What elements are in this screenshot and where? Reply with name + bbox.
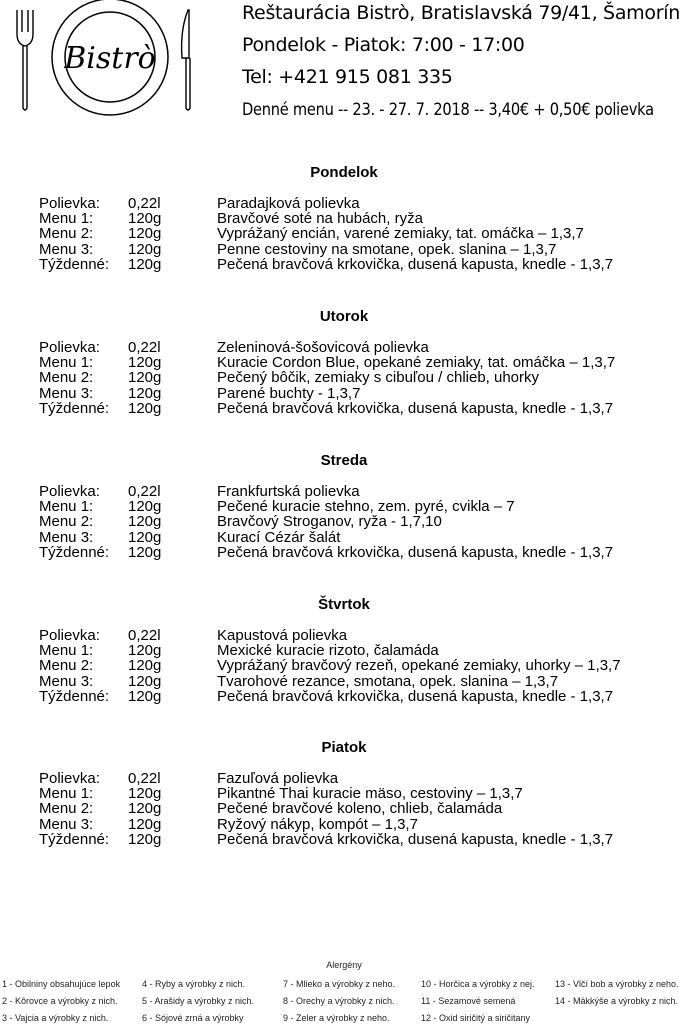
allergens-title: Alergény: [326, 960, 362, 970]
menu-label: Menu 3:: [39, 815, 94, 833]
menu-label: Týždenné:: [39, 687, 110, 705]
menu-dish: Kurací Cézár šalát: [217, 528, 341, 546]
day-section: [0, 452, 700, 561]
menu-dish: Zeleninová-šošovicová polievka: [217, 339, 429, 356]
menu-dish: Ryžový nákyp, kompót – 1,3,7: [217, 815, 418, 833]
menu-dish: Pečená bravčová krkovička, dusená kapusta, knedle - 1,3,7: [217, 399, 614, 417]
menu-quantity: 120g: [128, 255, 162, 273]
day-title: Streda: [320, 452, 368, 469]
menu-dish: Parené buchty - 1,3,7: [217, 384, 361, 402]
knife-icon: [182, 10, 190, 110]
menu-dish: Bravčové soté na hubách, ryža: [217, 210, 423, 228]
allergen-item: 12 - Oxid siričitý a siričitany: [421, 1013, 531, 1023]
menu-dish: Tvarohové rezance, smotana, opek. slanina – 1,3,7: [217, 672, 559, 690]
phone-number: Tel: +421 915 081 335: [242, 66, 453, 88]
menu-dish: Paradajková polievka: [217, 195, 360, 212]
menu-quantity: 120g: [128, 687, 162, 705]
menu-quantity: 120g: [128, 785, 162, 803]
menu-dish: Kapustová polievka: [217, 627, 348, 644]
menu-dish: Pečené kuracie stehno, zem. pyré, cvikla – 7: [217, 498, 515, 516]
menu-label: Menu 3:: [39, 240, 94, 258]
menu-quantity: 0,22l: [128, 627, 161, 644]
menu-quantity: 120g: [128, 543, 162, 561]
menu-label: Polievka:: [39, 770, 100, 787]
menu-quantity: 120g: [128, 528, 162, 546]
allergen-item: 13 - Vlčí bob a výrobky z neho.: [555, 979, 679, 989]
bistro-logo: [6, 0, 234, 118]
menu-label: Polievka:: [39, 195, 100, 212]
menu-quantity: 120g: [128, 240, 162, 258]
menu-label: Polievka:: [39, 627, 100, 644]
menu-dish: Fazuľová polievka: [217, 770, 339, 787]
menu-quantity: 120g: [128, 800, 162, 818]
allergen-item: 7 - Mlieko a výrobky z neho.: [283, 979, 396, 989]
menu-label: Menu 2:: [39, 513, 94, 531]
menu-dish: Kuracie Cordon Blue, opekané zemiaky, tat. omáčka – 1,3,7: [217, 354, 616, 372]
menu-label: Menu 2:: [39, 800, 94, 818]
allergen-item: 2 - Kôrovce a výrobky z nich.: [2, 996, 118, 1006]
menu-dish: Pečená bravčová krkovička, dusená kapusta, knedle - 1,3,7: [217, 830, 614, 848]
allergen-item: 9 - Zeler a výrobky z neho.: [283, 1013, 390, 1023]
menu-label: Menu 2:: [39, 225, 94, 243]
menu-label: Polievka:: [39, 483, 100, 500]
day-title: Štvrtok: [318, 596, 370, 613]
menu-quantity: 120g: [128, 815, 162, 833]
allergens-section: [0, 960, 700, 1023]
allergen-item: 1 - Obilniny obsahujúce lepok: [2, 979, 121, 989]
menu-dish: Pikantné Thai kuracie mäso, cestoviny – 1,3,7: [217, 785, 523, 803]
day-section: [0, 739, 700, 848]
menu-dish: Vyprážaný bravčový rezeň, opekané zemiaky, uhorky – 1,3,7: [217, 657, 621, 675]
menu-dish: Pečená bravčová krkovička, dusená kapusta, knedle - 1,3,7: [217, 543, 614, 561]
menu-dish: Pečená bravčová krkovička, dusená kapusta, knedle - 1,3,7: [217, 687, 614, 705]
allergen-item: 8 - Orechy a výrobky z nich.: [283, 996, 395, 1006]
allergen-item: 11 - Sezamové semená: [421, 996, 516, 1006]
day-title: Pondelok: [310, 164, 378, 181]
menu-dish: Bravčový Stroganov, ryža - 1,7,10: [217, 513, 442, 531]
allergen-item: 14 - Mäkkýše a výrobky z nich.: [555, 996, 679, 1006]
menu-quantity: 0,22l: [128, 195, 161, 212]
logo-text: Bistrò: [64, 41, 156, 76]
day-section: [0, 596, 700, 705]
menu-dish: Frankfurtská polievka: [217, 483, 360, 500]
menu-dish: Pečená bravčová krkovička, dusená kapusta, knedle - 1,3,7: [217, 255, 614, 273]
menu-quantity: 0,22l: [128, 770, 161, 787]
menu-label: Menu 1:: [39, 785, 94, 803]
menu-label: Polievka:: [39, 339, 100, 356]
day-section: [0, 164, 700, 273]
menu-label: Menu 2:: [39, 369, 94, 387]
menu-quantity: 0,22l: [128, 339, 161, 356]
menu-info: Denné menu -- 23. - 27. 7. 2018 -- 3,40€ + 0,50€ polievka: [242, 100, 654, 120]
menu-quantity: 120g: [128, 225, 162, 243]
menu-label: Menu 1:: [39, 210, 94, 228]
opening-hours: Pondelok - Piatok: 7:00 - 17:00: [242, 34, 525, 56]
menu-quantity: 0,22l: [128, 483, 161, 500]
menu-dish: Vyprážaný encián, varené zemiaky, tat. omáčka – 1,3,7: [217, 225, 584, 243]
menu-quantity: 120g: [128, 369, 162, 387]
menu-quantity: 120g: [128, 642, 162, 660]
menu-label: Menu 3:: [39, 672, 94, 690]
allergen-item: 3 - Vajcia a výrobky z nich.: [2, 1013, 109, 1023]
allergen-item: 5 - Arašidy a výrobky z nich.: [142, 996, 255, 1006]
menu-quantity: 120g: [128, 672, 162, 690]
menu-label: Týždenné:: [39, 399, 110, 417]
menu-label: Týždenné:: [39, 543, 110, 561]
menu-label: Menu 1:: [39, 498, 94, 516]
menu-dish: Penne cestoviny na smotane, opek. slanina – 1,3,7: [217, 240, 557, 258]
menu-dish: Pečený bôčik, zemiaky s cibuľou / chlieb, uhorky: [217, 369, 540, 387]
menu-label: Menu 3:: [39, 528, 94, 546]
menu-label: Menu 2:: [39, 657, 94, 675]
allergen-item: 4 - Ryby a výrobky z nich.: [142, 979, 246, 989]
menu-quantity: 120g: [128, 399, 162, 417]
menu-quantity: 120g: [128, 354, 162, 372]
restaurant-address: Reštaurácia Bistrò, Bratislavská 79/41, Šamorín: [242, 2, 680, 24]
menu-quantity: 120g: [128, 384, 162, 402]
menu-dish: Mexické kuracie rizoto, čalamáda: [217, 642, 439, 660]
menu-quantity: 120g: [128, 210, 162, 228]
menu-label: Týždenné:: [39, 255, 110, 273]
menu-quantity: 120g: [128, 498, 162, 516]
menu-quantity: 120g: [128, 657, 162, 675]
day-title: Piatok: [321, 739, 367, 756]
menu-quantity: 120g: [128, 513, 162, 531]
day-section: [0, 308, 700, 417]
menu-dish: Pečené bravčové koleno, chlieb, čalamáda: [217, 800, 503, 818]
allergen-item: 10 - Horčica a výrobky z nej.: [421, 979, 535, 989]
allergen-item: 6 - Sójové zrná a výrobky: [142, 1013, 244, 1023]
menu-label: Menu 3:: [39, 384, 94, 402]
fork-icon: [17, 10, 33, 110]
menu-label: Týždenné:: [39, 830, 110, 848]
day-title: Utorok: [319, 308, 369, 325]
menu-label: Menu 1:: [39, 642, 94, 660]
menu-quantity: 120g: [128, 830, 162, 848]
menu-label: Menu 1:: [39, 354, 94, 372]
